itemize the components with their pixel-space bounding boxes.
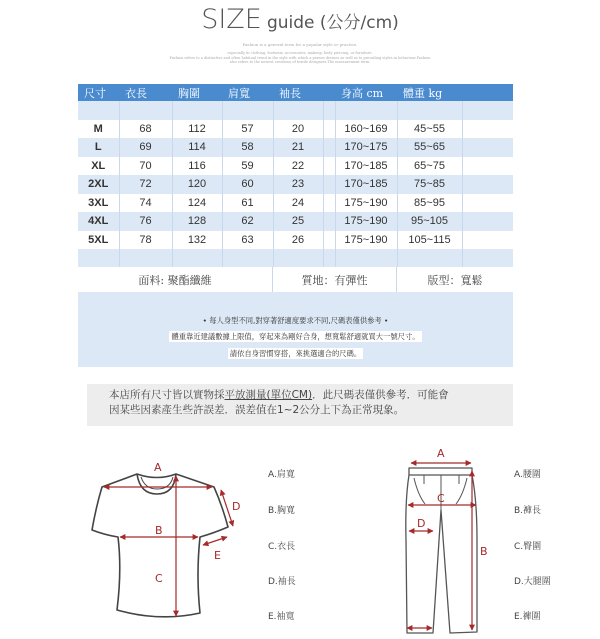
tshirt-outline-icon [92, 474, 228, 617]
subtitle-line-1: Fashion is a general term for a popular style or practice, [242, 42, 358, 47]
cell-shoulder: 63 [222, 231, 273, 250]
title-suffix: guide (公分/cm) [266, 13, 399, 33]
tshirt-label-c: C [155, 572, 163, 585]
cell-height: 175~190 [335, 194, 397, 213]
cell-weight: 95~105 [397, 212, 462, 231]
cell-chest: 128 [172, 212, 222, 231]
cell-length: 70 [119, 157, 172, 176]
title-main: SIZE [201, 4, 262, 35]
header-height: 身高 cm [335, 84, 397, 101]
cell-shoulder: 62 [222, 212, 273, 231]
cell-length: 68 [119, 120, 172, 139]
cell-size: M [78, 120, 119, 139]
cell-size: 5XL [78, 231, 119, 250]
shirt-legend-c: C.衣長 [268, 542, 296, 552]
tshirt-measure-lines [104, 476, 233, 616]
cell-sleeve: 25 [273, 212, 323, 231]
header-weight: 體重 kg [397, 84, 462, 101]
disclaimer-line-2: 因某些因素產生些許誤差．誤差值在1~2公分上下為正常現象。 [109, 404, 405, 416]
header-size: 尺寸 [78, 84, 119, 101]
cell-shoulder: 60 [222, 175, 273, 194]
pants-legend-b: B.褲長 [514, 506, 542, 516]
cell-shoulder: 61 [222, 194, 273, 213]
note-line-1: • 每人身型不同,對穿著舒適度要求不同,尺碼表僅供參考 • [202, 316, 389, 325]
cell-chest: 132 [172, 231, 222, 250]
texture-label: 質地：有彈性 [273, 267, 397, 292]
cell-height: 175~190 [335, 212, 397, 231]
note-line-2: 體重靠近建議數據上限值，穿起來為剛好合身，想寬鬆舒適就買大一號尺寸。 [171, 332, 420, 341]
cell-chest: 112 [172, 120, 222, 139]
pants-label-c: C [437, 492, 445, 505]
header-length: 衣長 [119, 84, 172, 101]
cell-chest: 124 [172, 194, 222, 213]
cell-height: 175~190 [335, 231, 397, 250]
cell-sleeve: 22 [273, 157, 323, 176]
shirt-legend-e: E.袖寬 [268, 612, 295, 622]
cell-weight: 85~95 [397, 194, 462, 213]
subtitle-line-2: especially in clothing, footwear, accessories, makeup, body piercing, or furniture. [227, 51, 373, 55]
disclaimer-text-pre: 本店所有尺寸皆以實物採 [109, 389, 225, 401]
cell-weight: 75~85 [397, 175, 462, 194]
tshirt-label-e: E [214, 549, 221, 562]
tshirt-label-a: A [154, 461, 162, 474]
tshirt-label-d: D [232, 500, 241, 513]
shirt-legend-d: D.袖長 [268, 577, 296, 587]
pants-legend-c: C.臀圍 [514, 542, 542, 552]
fit-label: 版型：寬鬆 [427, 273, 483, 287]
cell-sleeve: 21 [273, 138, 323, 157]
header-shoulder: 肩寬 [222, 84, 273, 101]
tshirt-label-b: B [155, 524, 163, 537]
cell-weight: 105~115 [397, 231, 462, 250]
header-chest: 胸圍 [172, 84, 222, 101]
cell-sleeve: 26 [273, 231, 323, 250]
note-line-3: 請依自身習慣穿搭，來挑選適合的尺碼。 [229, 349, 362, 358]
cell-height: 170~175 [335, 138, 397, 157]
cell-length: 78 [119, 231, 172, 250]
cell-shoulder: 58 [222, 138, 273, 157]
cell-size: 2XL [78, 175, 119, 194]
cell-size: L [78, 138, 119, 157]
shirt-legend-a: A.肩寬 [268, 470, 295, 480]
cell-length: 72 [119, 175, 172, 194]
material-label: 面料: 聚酯纖維 [78, 267, 273, 292]
pants-legend-e: E.褲圍 [514, 612, 541, 622]
subtitle-line-3: Fashion refers to a distinctive and often habitual trend in the style with which a person dresses as well as to prevailing styles in behaviour.Fashion [169, 55, 431, 60]
cell-weight: 55~65 [397, 138, 462, 157]
cell-sleeve: 20 [273, 120, 323, 139]
header-sleeve: 袖長 [273, 84, 323, 101]
cell-chest: 114 [172, 138, 222, 157]
cell-chest: 120 [172, 175, 222, 194]
cell-height: 160~169 [335, 120, 397, 139]
cell-length: 74 [119, 194, 172, 213]
cell-shoulder: 57 [222, 120, 273, 139]
cell-weight: 45~55 [397, 120, 462, 139]
pants-legend-d: D.大腿圍 [514, 577, 551, 587]
subtitle-line-4: also refers to the newest creations of textile designers.The measurement term. [229, 60, 371, 64]
cell-size: XL [78, 157, 119, 176]
cell-height: 170~185 [335, 175, 397, 194]
pants-legend-a: A.腰圍 [514, 470, 541, 480]
cell-size: 3XL [78, 194, 119, 213]
cell-shoulder: 59 [222, 157, 273, 176]
cell-sleeve: 24 [273, 194, 323, 213]
disclaimer-underlined: 平放測量(單位CM) [224, 389, 313, 401]
shirt-legend-b: B.胸寬 [268, 506, 296, 516]
cell-length: 76 [119, 212, 172, 231]
disclaimer-text-post: ．此尺碼表僅供參考．可能會 [312, 389, 449, 401]
cell-weight: 65~75 [397, 157, 462, 176]
pants-label-d: D [417, 517, 426, 530]
pants-label-a: A [437, 447, 445, 460]
cell-chest: 116 [172, 157, 222, 176]
cell-sleeve: 23 [273, 175, 323, 194]
cell-length: 69 [119, 138, 172, 157]
cell-height: 170~185 [335, 157, 397, 176]
cell-size: 4XL [78, 212, 119, 231]
pants-label-b: B [480, 545, 488, 558]
